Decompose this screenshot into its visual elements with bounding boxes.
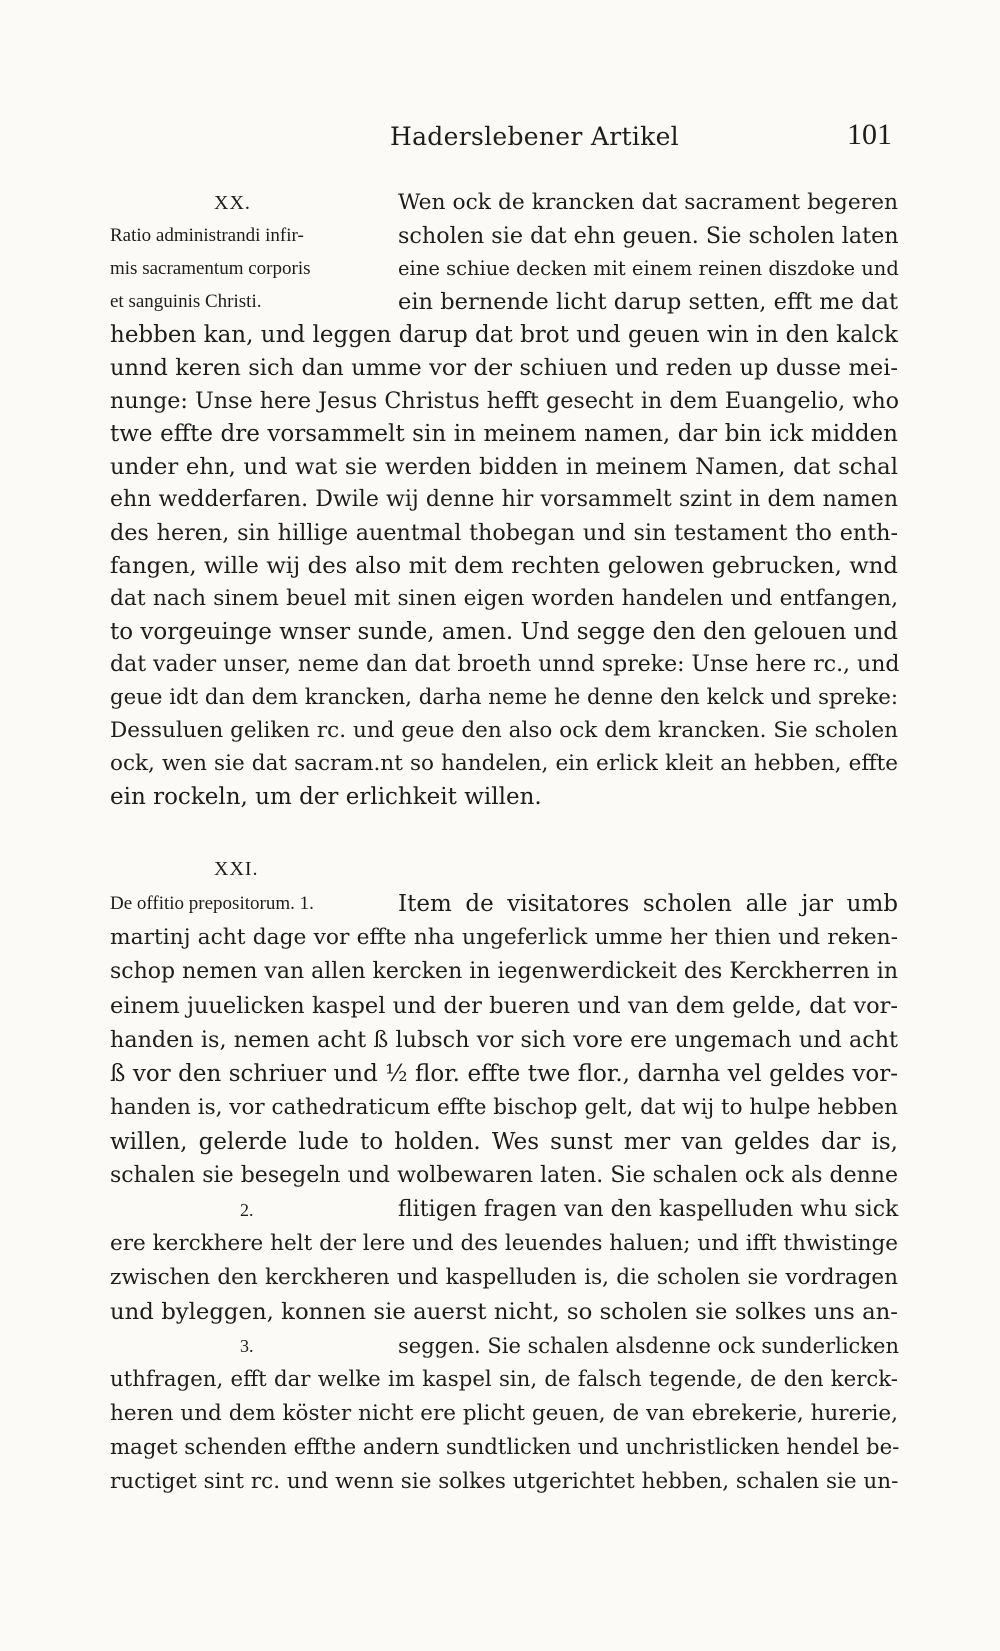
side-note-line: et sanguinis Christi. bbox=[110, 291, 262, 312]
text-line: hebben kan, und leggen darup dat brot und geuen win in den kalck bbox=[110, 322, 898, 348]
text-line: Item de visitatores scholen alle jar umb bbox=[398, 891, 898, 917]
margin-number: 2. bbox=[240, 1200, 254, 1220]
text-line: geue idt dan dem krancken, darha neme he denne den kelck und spreke: bbox=[110, 685, 898, 710]
side-note-line: Ratio administrandi infir- bbox=[110, 225, 304, 246]
side-note-line: De offitio prepositorum. 1. bbox=[110, 893, 314, 914]
text-line: to vorgeuinge wnser sunde, amen. Und segge den den gelouen und bbox=[110, 619, 898, 645]
text-line: dat nach sinem beuel mit sinen eigen worden handelen und entfangen, bbox=[110, 586, 898, 611]
text-line: heren und dem köster nicht ere plicht geuen, de van ebrekerie, hurerie, bbox=[110, 1401, 898, 1426]
text-line: handen is, nemen acht ß lubsch vor sich vore ere ungemach und acht bbox=[110, 1027, 898, 1053]
text-line: schalen sie besegeln und wolbewaren laten. Sie schalen ock als denne bbox=[110, 1163, 898, 1188]
text-line: einem juuelicken kaspel und der bueren und van dem gelde, dat vor- bbox=[110, 993, 898, 1019]
page-number: 101 bbox=[847, 118, 892, 151]
text-line: nunge: Unse here Jesus Christus hefft gesecht in dem Euangelio, who bbox=[110, 388, 900, 414]
text-line: willen, gelerde lude to holden. Wes sunst mer van geldes dar is, bbox=[110, 1129, 898, 1155]
margin-number: 3. bbox=[240, 1336, 254, 1356]
text-line: des heren, sin hillige auentmal thobegan und sin testament tho enth- bbox=[110, 520, 898, 546]
page-header bbox=[0, 118, 1000, 162]
text-line: under ehn, und wat sie werden bidden in meinem Namen, dat schal bbox=[110, 454, 898, 480]
text-line: und byleggen, konnen sie auerst nicht, so scholen sie solkes uns an- bbox=[110, 1299, 898, 1325]
text-line: ock, wen sie dat sacram.nt so handelen, ein erlick kleit an hebben, effte bbox=[110, 751, 898, 776]
running-title: Haderslebener Artikel bbox=[390, 122, 679, 151]
text-line: maget schenden effthe andern sundtlicken und unchristlicken hendel be- bbox=[110, 1435, 900, 1460]
text-line: uthfragen, efft dar welke im kaspel sin, de falsch tegende, de den kerck- bbox=[110, 1367, 898, 1392]
text-line: unnd keren sich dan umme vor der schiuen und reden up dusse mei- bbox=[110, 355, 898, 381]
text-line: twe effte dre vorsammelt sin in meinem namen, dar bin ick midden bbox=[110, 421, 898, 447]
text-line: ein rockeln, um der erlichkeit willen. bbox=[110, 784, 542, 810]
side-note-line: mis sacramentum corporis bbox=[110, 258, 311, 279]
text-line: dat vader unser, neme dan dat broeth unnd spreke: Unse here rc., und bbox=[110, 652, 900, 677]
section-number-xx: XX. bbox=[214, 192, 251, 214]
text-line: fangen, wille wij des also mit dem rechten gelowen gebrucken, wnd bbox=[110, 553, 898, 579]
text-line: schop nemen van allen kercken in iegenwerdickeit des Kerckherren in bbox=[110, 959, 898, 984]
text-line: eine schiue decken mit einem reinen diszdoke und bbox=[398, 257, 899, 280]
text-line: Dessuluen geliken rc. und geue den also ock dem krancken. Sie scholen bbox=[110, 718, 898, 743]
text-line: ß vor den schriuer und ½ flor. effte twe flor., darnha vel geldes vor- bbox=[110, 1061, 898, 1087]
text-line: martinj acht dage vor effte nha ungeferlick umme her thien und reken- bbox=[110, 925, 898, 950]
text-line: ehn wedderfaren. Dwile wij denne hir vorsammelt szint in dem namen bbox=[110, 487, 898, 512]
text-line: flitigen fragen van den kaspelluden whu sick bbox=[398, 1197, 899, 1222]
text-line: zwischen den kerckheren und kaspelluden is, die scholen sie vordragen bbox=[110, 1265, 898, 1290]
text-line: Wen ock de krancken dat sacrament begeren bbox=[398, 190, 898, 215]
text-line: ructiget sint rc. und wenn sie solkes utgerichtet hebben, schalen sie un- bbox=[110, 1469, 899, 1494]
section-number-xxi: XXI. bbox=[214, 858, 259, 880]
text-line: scholen sie dat ehn geuen. Sie scholen laten bbox=[398, 223, 899, 249]
text-line: handen is, vor cathedraticum effte bischop gelt, dat wij to hulpe hebben bbox=[110, 1095, 898, 1120]
text-line: ere kerckhere helt der lere und des leuendes haluen; und ifft thwistinge bbox=[110, 1231, 898, 1256]
text-line: seggen. Sie schalen alsdenne ock sunderlicken bbox=[398, 1334, 899, 1358]
text-line: ein bernende licht darup setten, efft me dat bbox=[398, 289, 898, 315]
